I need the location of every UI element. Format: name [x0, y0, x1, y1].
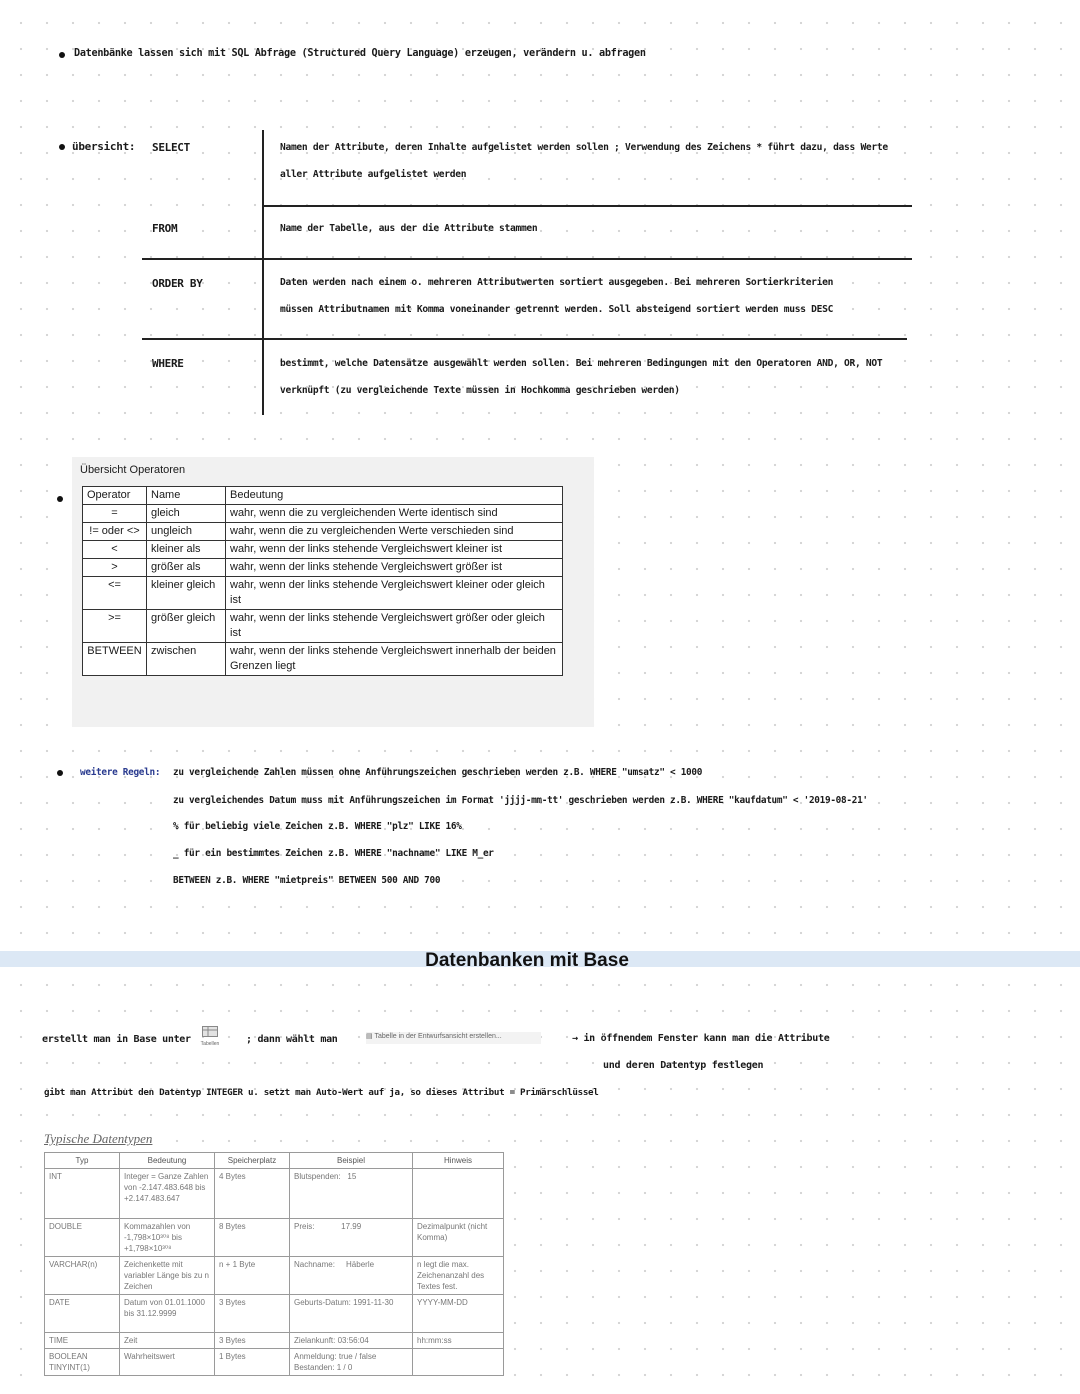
operator-cell: >=	[83, 610, 147, 643]
type-cell: TIME	[45, 1333, 120, 1349]
header-hint: Hinweis	[413, 1153, 504, 1169]
rule-numbers: zu vergleichende Zahlen müssen ohne Anführungszeichen geschrieben werden z.B. WHERE "umsatz" < 1000	[173, 767, 703, 778]
name-cell: größer gleich	[147, 610, 226, 643]
name-cell: größer als	[147, 559, 226, 577]
header-example: Beispiel	[290, 1153, 413, 1169]
table-row	[83, 643, 563, 676]
meaning-cell: Kommazahlen von -1,798×10³⁰⁸ bis +1,798×10³⁰⁸	[120, 1219, 215, 1257]
table-row	[45, 1333, 504, 1349]
meaning-cell: wahr, wenn die zu vergleichenden Werte verschieden sind	[226, 523, 563, 541]
name-cell: ungleich	[147, 523, 226, 541]
table-row	[45, 1219, 504, 1257]
overview-divider-1	[262, 205, 912, 207]
base-then-text: ; dann wählt man	[246, 1034, 338, 1045]
table-row	[83, 523, 563, 541]
storage-cell: 8 Bytes	[215, 1219, 290, 1257]
storage-cell: 4 Bytes	[215, 1169, 290, 1219]
design-view-button[interactable]	[366, 1032, 541, 1044]
base-create-text: erstellt man in Base unter	[42, 1034, 191, 1045]
storage-cell: 3 Bytes	[215, 1295, 290, 1333]
bullet-operators	[57, 496, 63, 502]
keyword-from: FROM	[152, 222, 178, 235]
example-cell: Zielankunft: 03:56:04	[290, 1333, 413, 1349]
tables-icon	[198, 1022, 222, 1046]
table-row	[45, 1349, 504, 1376]
tables-icon-label: Tabellen	[200, 1041, 220, 1047]
type-cell: VARCHAR(n)	[45, 1257, 120, 1295]
table-row	[45, 1169, 504, 1219]
table-grid-icon	[202, 1026, 218, 1037]
order-by-description	[280, 269, 930, 323]
table-row	[83, 505, 563, 523]
hint-cell	[413, 1169, 504, 1219]
rule-between: BETWEEN z.B. WHERE "mietpreis" BETWEEN 500 AND 700	[173, 875, 441, 886]
overview-label: übersicht:	[72, 140, 136, 153]
keyword-order-by: ORDER BY	[152, 277, 203, 290]
meaning-cell: wahr, wenn der links stehende Vergleichswert kleiner ist	[226, 541, 563, 559]
example-cell: Blutspenden: 15	[290, 1169, 413, 1219]
storage-cell: 3 Bytes	[215, 1333, 290, 1349]
meaning-cell: wahr, wenn der links stehende Vergleichswert größer oder gleich ist	[226, 610, 563, 643]
select-description-line1: Namen der Attribute, deren Inhalte aufgelistet werden sollen ; Verwendung des Zeichens * führt dazu, dass Werte	[280, 142, 888, 153]
header-type: Typ	[45, 1153, 120, 1169]
keyword-where: WHERE	[152, 357, 184, 370]
bullet-overview	[59, 144, 65, 150]
rule-date: zu vergleichendes Datum muss mit Anführungszeichen im Format 'jjjj-mm-tt' geschrieben werden z.B. WHERE "kaufdatum" < '2019-08-21'	[173, 795, 868, 806]
type-cell: DOUBLE	[45, 1219, 120, 1257]
type-cell: INT	[45, 1169, 120, 1219]
bullet-rules	[57, 770, 63, 776]
table-row	[83, 577, 563, 610]
datatypes-header-row	[45, 1153, 504, 1169]
header-meaning: Bedeutung	[120, 1153, 215, 1169]
example-cell: Anmeldung: true / false Bestanden: 1 / 0	[290, 1349, 413, 1376]
meaning-cell: wahr, wenn der links stehende Vergleichswert größer ist	[226, 559, 563, 577]
overview-divider-3	[142, 338, 907, 340]
intro-text: Datenbänke lassen sich mit SQL Abfrage (Structured Query Language) erzeugen, verändern u. abfragen	[74, 48, 646, 59]
operators-title: Übersicht Operatoren	[80, 464, 186, 476]
design-view-icon: ▤	[366, 1033, 373, 1040]
rules-label: weitere Regeln:	[80, 767, 161, 778]
bullet-intro	[59, 52, 65, 58]
hint-cell: YYYY-MM-DD	[413, 1295, 504, 1333]
storage-cell: n + 1 Byte	[215, 1257, 290, 1295]
table-row	[83, 559, 563, 577]
select-description-line2: aller Attribute aufgelistet werden	[280, 169, 467, 180]
order-by-description-line1: Daten werden nach einem o. mehreren Attributwerten sortiert ausgegeben. Bei mehreren Sortierkriterien	[280, 277, 834, 288]
where-description-line1: bestimmt, welche Datensätze ausgewählt werden sollen. Bei mehreren Bedingungen mit den Operatoren AND, OR, NOT	[280, 358, 883, 369]
table-row	[83, 610, 563, 643]
operator-cell: <=	[83, 577, 147, 610]
meaning-cell: Zeit	[120, 1333, 215, 1349]
storage-cell: 1 Bytes	[215, 1349, 290, 1376]
name-cell: gleich	[147, 505, 226, 523]
table-row	[45, 1295, 504, 1333]
type-cell: BOOLEAN TINYINT(1)	[45, 1349, 120, 1376]
type-cell: DATE	[45, 1295, 120, 1333]
meaning-cell: Integer = Ganze Zahlen von -2.147.483.648 bis +2.147.483.647	[120, 1169, 215, 1219]
example-cell: Nachname: Häberle	[290, 1257, 413, 1295]
where-description	[280, 350, 930, 404]
where-description-line2: verknüpft (zu vergleichende Texte müssen in Hochkomma geschrieben werden)	[280, 385, 680, 396]
hint-cell	[413, 1349, 504, 1376]
from-description	[280, 215, 930, 242]
operator-cell: =	[83, 505, 147, 523]
operator-cell: != oder <>	[83, 523, 147, 541]
header-name: Name	[147, 487, 226, 505]
meaning-cell: Datum von 01.01.1000 bis 31.12.9999	[120, 1295, 215, 1333]
order-by-description-line2: müssen Attributnamen mit Komma voneinander getrennt werden. Soll absteigend sortiert werden muss DESC	[280, 304, 834, 315]
base-primary-key-text: gibt man Attribut den Datentyp INTEGER u. setzt man Auto-Wert auf ja, so dieses Attribut = Primärschlüssel	[44, 1087, 599, 1098]
meaning-cell: Zeichenkette mit variabler Länge bis zu n Zeichen	[120, 1257, 215, 1295]
hint-cell: Dezimalpunkt (nicht Komma)	[413, 1219, 504, 1257]
meaning-cell: wahr, wenn die zu vergleichenden Werte identisch sind	[226, 505, 563, 523]
datatypes-title: Typische Datentypen	[44, 1131, 153, 1146]
table-row	[83, 541, 563, 559]
operators-table	[82, 486, 563, 676]
header-operator: Operator	[83, 487, 147, 505]
from-description-line1: Name der Tabelle, aus der die Attribute stammen	[280, 223, 538, 234]
select-description	[280, 134, 930, 188]
rule-underscore-wildcard: _ für ein bestimmtes Zeichen z.B. WHERE "nachname" LIKE M_er	[173, 848, 494, 859]
overview-divider-vertical	[262, 130, 264, 415]
meaning-cell: Wahrheitswert	[120, 1349, 215, 1376]
operator-cell: <	[83, 541, 147, 559]
design-view-label: Tabelle in der Entwurfsansicht erstellen...	[374, 1033, 502, 1040]
keyword-select: SELECT	[152, 141, 190, 154]
operators-header-row	[83, 487, 563, 505]
example-cell: Geburts-Datum: 1991-11-30	[290, 1295, 413, 1333]
operator-cell: BETWEEN	[83, 643, 147, 676]
overview-divider-2	[142, 258, 912, 260]
datatypes-table	[44, 1152, 504, 1376]
section-title-base: Datenbanken mit Base	[425, 950, 629, 971]
header-meaning: Bedeutung	[226, 487, 563, 505]
header-storage: Speicherplatz	[215, 1153, 290, 1169]
name-cell: kleiner gleich	[147, 577, 226, 610]
table-row	[45, 1257, 504, 1295]
operator-cell: >	[83, 559, 147, 577]
base-window-text: → in öffnendem Fenster kann man die Attribute	[572, 1033, 830, 1044]
name-cell: kleiner als	[147, 541, 226, 559]
meaning-cell: wahr, wenn der links stehende Vergleichswert kleiner oder gleich ist	[226, 577, 563, 610]
hint-cell: hh:mm:ss	[413, 1333, 504, 1349]
hint-cell: n legt die max. Zeichenanzahl des Textes fest.	[413, 1257, 504, 1295]
rule-percent-wildcard: % für beliebig viele Zeichen z.B. WHERE "plz" LIKE 16%	[173, 821, 462, 832]
name-cell: zwischen	[147, 643, 226, 676]
base-datatype-text: und deren Datentyp festlegen	[603, 1060, 764, 1071]
example-cell: Preis: 17.99	[290, 1219, 413, 1257]
meaning-cell: wahr, wenn der links stehende Vergleichswert innerhalb der beiden Grenzen liegt	[226, 643, 563, 676]
